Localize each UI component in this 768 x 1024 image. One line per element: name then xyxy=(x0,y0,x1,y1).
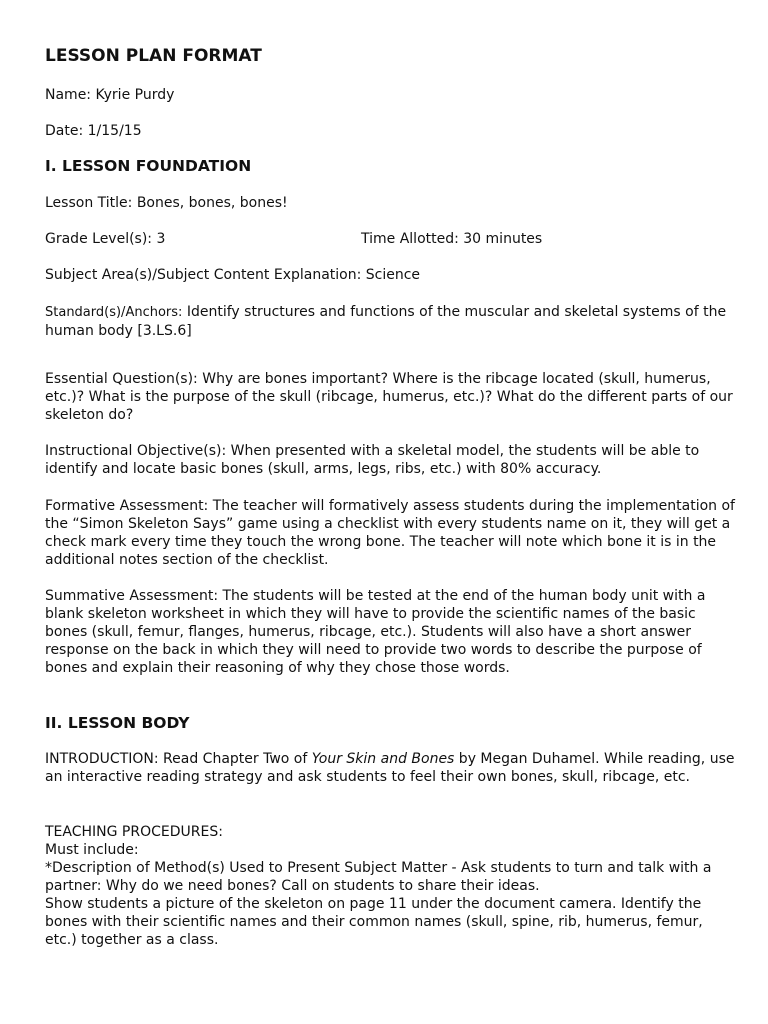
section-heading-lesson-body: II. LESSON BODY xyxy=(45,714,190,732)
date-line: Date: 1/15/15 xyxy=(45,123,142,139)
must-include-line: Must include: xyxy=(45,842,139,858)
document-title: LESSON PLAN FORMAT xyxy=(45,46,262,66)
formative-assessment-paragraph: Formative Assessment: The teacher will formatively assess students during the implementation of the “Simon Skeleton Says” game using a checklist with every students name on it, they will get a check mark every time they touch the wrong bone. The teacher will note which bone it is in the additional notes section of the checklist. xyxy=(45,498,735,568)
subject-area-line: Subject Area(s)/Subject Content Explanation: Science xyxy=(45,267,421,283)
instructional-objectives-paragraph: Instructional Objective(s): When presented with a skeletal model, the students will be able to identify and locate basic bones (skull, arms, legs, ribs, etc.) with 80% accuracy. xyxy=(45,443,700,477)
name-line: Name: Kyrie Purdy xyxy=(45,87,175,103)
method-description-paragraph: *Description of Method(s) Used to Present Subject Matter - Ask students to turn and talk with a partner: Why do we need bones? Call on students to share their ideas. xyxy=(45,860,712,894)
standards-text: Identify structures and functions of the muscular and skeletal systems of the human body [3.LS.6] xyxy=(45,304,727,339)
standards-label: Standard(s)/Anchors: xyxy=(45,305,183,320)
show-students-paragraph: Show students a picture of the skeleton on page 11 under the document camera. Identify the bones with their scientific names and their common names (skull, spine, rib, humerus, femur, etc.) together as a class. xyxy=(45,896,703,948)
lesson-title-line: Lesson Title: Bones, bones, bones! xyxy=(45,195,288,211)
book-title: Your Skin and Bones xyxy=(311,751,455,767)
teaching-procedures-heading: TEACHING PROCEDURES: xyxy=(45,824,223,840)
standards-paragraph xyxy=(45,303,735,340)
section-heading-lesson-foundation: I. LESSON FOUNDATION xyxy=(45,157,252,175)
introduction-paragraph xyxy=(45,750,735,786)
essential-questions-paragraph: Essential Question(s): Why are bones important? Where is the ribcage located (skull, humerus, etc.)? What is the purpose of the skull (ribcage, humerus, etc.)? What do the different parts of our skeleton do? xyxy=(45,371,733,423)
grade-level-line: Grade Level(s): 3 xyxy=(45,231,166,247)
summative-assessment-paragraph: Summative Assessment: The students will be tested at the end of the human body unit with a blank skeleton worksheet in which they will have to provide the scientific names of the basic bones (skull, femur, flanges, humerus, ribcage, etc.). Students will also have a short answer response on the back in which they will need to provide two words to describe the purpose of bones and explain their reasoning of why they chose those words. xyxy=(45,588,706,676)
time-allotted-line: Time Allotted: 30 minutes xyxy=(361,231,543,247)
introduction-text-end: by Megan Duhamel. While reading, use an interactive reading strategy and ask students to feel their own bones, skull, ribcage, etc. xyxy=(45,751,735,785)
introduction-text-start: INTRODUCTION: Read Chapter Two of xyxy=(45,751,312,767)
